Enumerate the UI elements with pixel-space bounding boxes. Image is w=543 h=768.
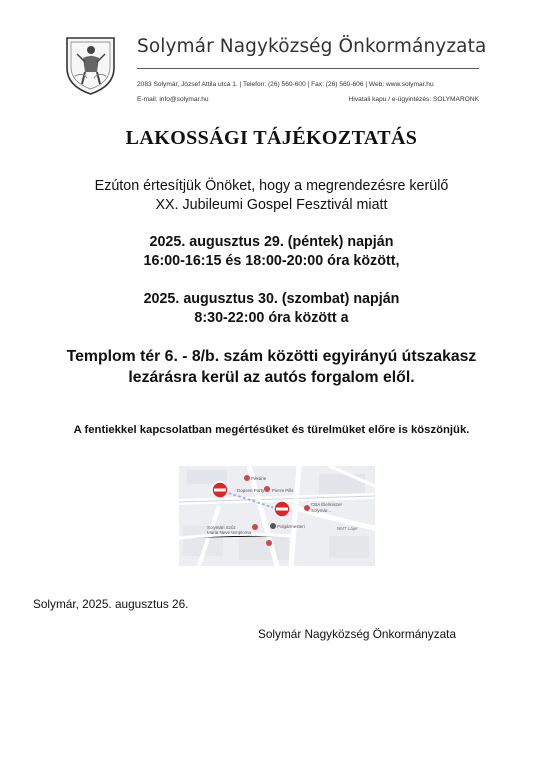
map-pin-icon: [266, 540, 272, 546]
organization-name: Solymár Nagyközség Önkormányzata: [137, 36, 487, 57]
map-pin-icon: [252, 524, 258, 530]
map-pin-icon: [304, 505, 310, 511]
road-closure-notice: [0, 346, 543, 388]
intro-line: XX. Jubileumi Gospel Fesztivál miatt: [155, 197, 388, 213]
closure-line: Templom tér 6. - 8/b. szám közötti egyirányú útszakasz: [66, 348, 477, 365]
time-line: 8:30-22:00 óra között a: [194, 310, 349, 326]
contact-email-line: E-mail: info@solymar.hu: [137, 96, 209, 103]
map-label: NMT Lájer: [337, 526, 358, 531]
closure-date-friday: [0, 233, 543, 271]
map-label: Mária Neve temploma: [207, 530, 252, 535]
map-pin-icon: [244, 475, 250, 481]
signature-organization: Solymár Nagyközség Önkormányzata: [258, 627, 457, 641]
map-pin-icon: [270, 523, 276, 529]
map-label: Pékárie: [251, 476, 267, 481]
intro-paragraph: [0, 177, 543, 215]
contact-address-line: 2083 Solymár, József Attila utca 1. | Telefon: (26) 560-600 | Fax: (26) 560-606 | Web: www.solymar.hu: [137, 81, 434, 88]
map-label: Solymári Szűz: [207, 525, 236, 530]
map-label: CBA Élelmiszer: [311, 502, 343, 507]
municipal-crest-logo: [63, 32, 118, 96]
map-graphic: [179, 466, 375, 566]
map-pin-icon: [264, 486, 270, 492]
map-label: Solymár...: [311, 508, 332, 513]
thanks-note: A fentiekkel kapcsolatban megértésüket és türelmüket előre is köszönjük.: [73, 424, 470, 436]
closure-date-saturday: [0, 290, 543, 328]
no-entry-sign-icon: [212, 482, 228, 498]
date-line: 2025. augusztus 30. (szombat) napján: [143, 291, 400, 307]
no-entry-sign-icon: [274, 501, 290, 517]
closure-map: [179, 466, 375, 566]
map-label: Polgármesteri: [277, 524, 305, 529]
map-label: Dopsen Party: [237, 488, 265, 493]
document-title: LAKOSSÁGI TÁJÉKOZTATÁS: [125, 127, 418, 149]
place-and-date: Solymár, 2025. augusztus 26.: [33, 597, 189, 611]
intro-line: Ezúton értesítjük Önöket, hogy a megrendezésre kerülő: [94, 178, 449, 194]
time-line: 16:00-16:15 és 18:00-20:00 óra között,: [143, 253, 400, 269]
e-administration-line: Hivatali kapu / e-ügyintézés: SOLYMARONK: [348, 96, 479, 103]
date-line: 2025. augusztus 29. (péntek) napján: [149, 234, 394, 250]
closure-line: lezárásra kerül az autós forgalom elől.: [128, 369, 415, 386]
letterhead-divider: [137, 68, 479, 69]
map-label: Pierre Pills: [272, 488, 294, 493]
